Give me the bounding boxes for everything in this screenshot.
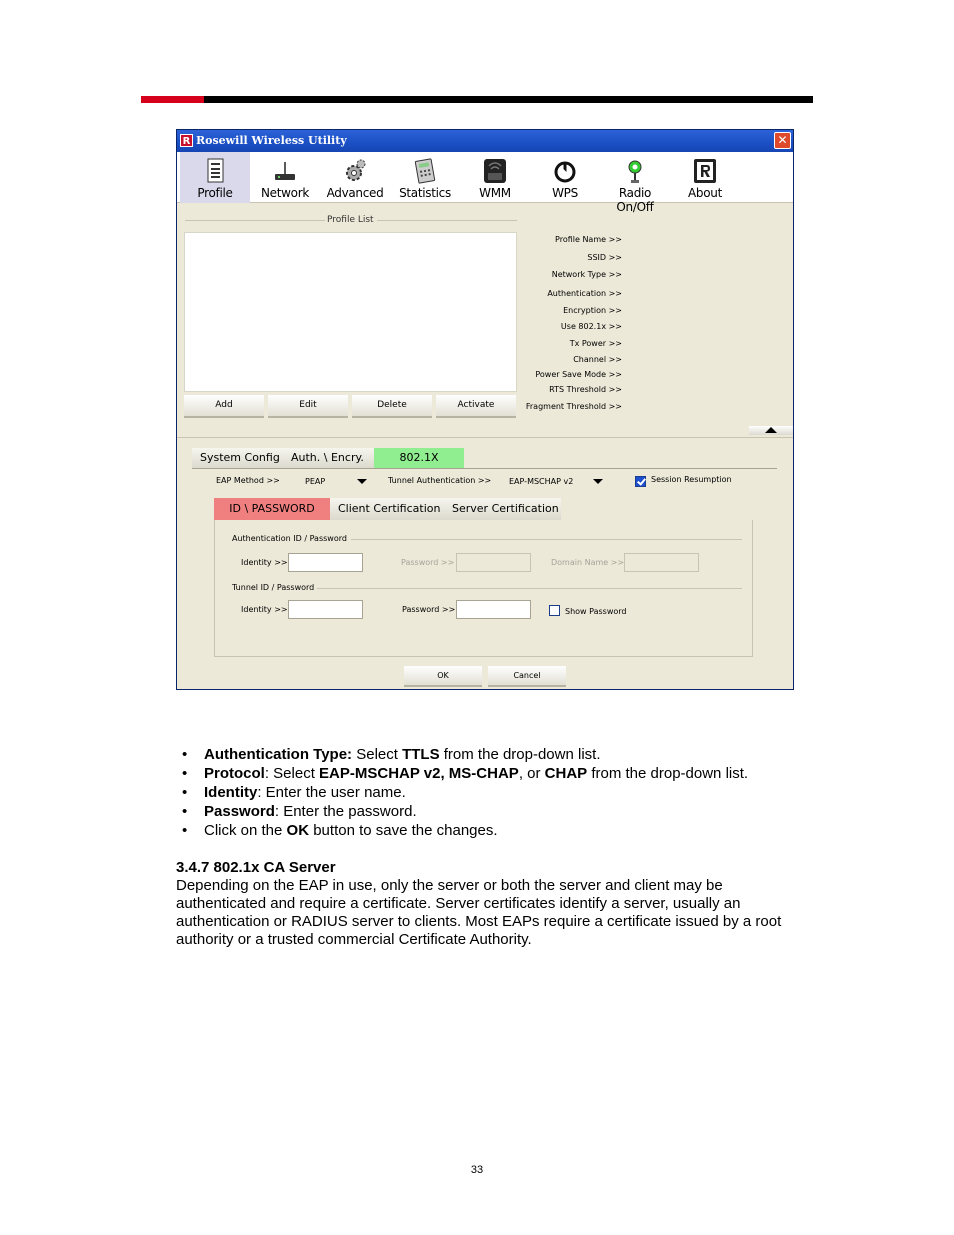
ok-button[interactable]: OK bbox=[404, 666, 482, 687]
group-divider bbox=[317, 588, 742, 589]
list-item-term: Password bbox=[204, 803, 275, 820]
tunnel-auth-label: Tunnel Authentication >> bbox=[388, 476, 492, 485]
tab-id-password[interactable]: ID \ PASSWORD bbox=[214, 498, 330, 520]
list-item: • Authentication Type: Select TTLS from the drop-down list. bbox=[182, 745, 822, 764]
window-title: Rosewill Wireless Utility bbox=[196, 134, 347, 147]
activate-button[interactable]: Activate bbox=[436, 395, 516, 418]
tunnel-password-label: Password >> bbox=[402, 605, 456, 614]
info-label: Fragment Threshold >> bbox=[525, 402, 622, 411]
tab-client-certification[interactable]: Client Certification bbox=[338, 502, 441, 515]
toolbar-advanced[interactable] bbox=[320, 152, 390, 203]
about-icon bbox=[693, 158, 717, 184]
profile-list-label: Profile List bbox=[327, 215, 374, 225]
profile-list[interactable] bbox=[184, 232, 517, 392]
auth-identity-label: Identity >> bbox=[241, 558, 288, 567]
toolbar-label: Profile bbox=[197, 186, 233, 200]
list-item-emphasis: EAP-MSCHAP v2, MS-CHAP bbox=[319, 765, 519, 782]
instruction-list bbox=[182, 745, 822, 840]
group-divider bbox=[377, 220, 517, 221]
tunnel-identity-input[interactable] bbox=[288, 600, 363, 619]
auth-password-label: Password >> bbox=[401, 558, 455, 567]
add-button[interactable]: Add bbox=[184, 395, 264, 418]
edit-button[interactable]: Edit bbox=[268, 395, 348, 418]
toolbar-statistics[interactable] bbox=[390, 152, 460, 203]
info-label: Authentication >> bbox=[547, 289, 622, 298]
info-label: Use 802.1x >> bbox=[560, 322, 622, 331]
info-label: RTS Threshold >> bbox=[549, 385, 622, 394]
profile-icon bbox=[203, 158, 227, 184]
list-item-term: Identity bbox=[204, 784, 258, 801]
page-number: 33 bbox=[470, 1164, 484, 1176]
toolbar-wps[interactable] bbox=[530, 152, 600, 203]
toolbar-label: WPS bbox=[552, 186, 578, 200]
title-bar[interactable] bbox=[177, 130, 793, 152]
eap-method-select[interactable]: PEAP bbox=[305, 477, 326, 486]
domain-name-label: Domain Name >> bbox=[551, 558, 625, 567]
toolbar-about[interactable] bbox=[670, 152, 740, 203]
statistics-icon bbox=[413, 158, 437, 184]
list-item: • Click on the OK button to save the changes. bbox=[182, 821, 822, 840]
divider bbox=[177, 437, 793, 438]
credential-tabs bbox=[214, 498, 561, 520]
tab-underline bbox=[192, 468, 777, 469]
list-item: • Password: Enter the password. bbox=[182, 802, 822, 821]
auth-identity-input[interactable] bbox=[288, 553, 363, 572]
config-tabs bbox=[192, 448, 777, 469]
auth-password-input[interactable] bbox=[456, 553, 531, 572]
list-item-emphasis: OK bbox=[286, 822, 310, 839]
header-rule bbox=[141, 96, 813, 103]
chevron-down-icon[interactable] bbox=[357, 479, 367, 484]
section-heading: 3.4.7 802.1x CA Server bbox=[176, 859, 336, 876]
advanced-icon bbox=[343, 158, 367, 184]
tab-auth-encry[interactable]: Auth. \ Encry. bbox=[291, 451, 364, 464]
tab-server-certification[interactable]: Server Certification bbox=[452, 502, 559, 515]
toolbar-label: Statistics bbox=[399, 186, 451, 200]
utility-window bbox=[176, 129, 794, 690]
session-resumption-label: Session Resumption bbox=[651, 475, 732, 484]
info-label: Channel >> bbox=[573, 355, 622, 364]
toolbar bbox=[177, 152, 793, 214]
toolbar-network[interactable] bbox=[250, 152, 320, 203]
info-label: Encryption >> bbox=[563, 306, 622, 315]
close-icon[interactable]: ✕ bbox=[774, 132, 791, 149]
show-password-label: Show Password bbox=[565, 607, 627, 616]
section-body: Depending on the EAP in use, only the server or both the server and client may be authenticated and require a certificate. Server certificates identify a server, usually an authentication or RADIUS server to clients. Most EAPs require a certificate issued by a root authority or a trusted commercial Certificate Authority. bbox=[176, 877, 782, 948]
show-password-checkbox[interactable] bbox=[549, 605, 560, 616]
tunnel-password-input[interactable] bbox=[456, 600, 531, 619]
header-rule-accent bbox=[141, 96, 204, 103]
info-label: SSID >> bbox=[587, 253, 622, 262]
tab-system-config[interactable]: System Config bbox=[200, 451, 280, 464]
chevron-up-icon bbox=[765, 427, 777, 433]
toolbar-label: WMM bbox=[479, 186, 511, 200]
list-item-emphasis: TTLS bbox=[402, 746, 440, 763]
tab-8021x[interactable]: 802.1X bbox=[374, 448, 464, 468]
toolbar-label: Radio On/Off bbox=[616, 186, 654, 214]
list-item-term: Protocol bbox=[204, 765, 265, 782]
network-icon bbox=[273, 158, 297, 184]
delete-button[interactable]: Delete bbox=[352, 395, 432, 418]
wmm-icon bbox=[483, 158, 507, 184]
chevron-down-icon[interactable] bbox=[593, 479, 603, 484]
toolbar-label: Advanced bbox=[326, 186, 384, 200]
auth-group-title: Authentication ID / Password bbox=[232, 534, 347, 543]
session-resumption-checkbox[interactable] bbox=[635, 476, 646, 487]
wps-icon bbox=[553, 158, 577, 184]
app-logo-icon: R bbox=[180, 134, 193, 147]
tunnel-identity-label: Identity >> bbox=[241, 605, 288, 614]
info-label: Tx Power >> bbox=[569, 339, 622, 348]
group-divider bbox=[351, 539, 742, 540]
tunnel-group-title: Tunnel ID / Password bbox=[232, 583, 315, 592]
radio-icon bbox=[623, 158, 647, 184]
toolbar-label: Network bbox=[260, 186, 309, 200]
tunnel-auth-select[interactable]: EAP-MSCHAP v2 bbox=[509, 477, 574, 486]
list-item-term: Authentication Type: bbox=[204, 746, 353, 763]
eap-method-label: EAP Method >> bbox=[216, 476, 280, 485]
toolbar-radio[interactable] bbox=[600, 152, 670, 214]
toolbar-profile[interactable] bbox=[180, 152, 250, 203]
domain-name-input[interactable] bbox=[624, 553, 699, 572]
list-item: • Identity: Enter the user name. bbox=[182, 783, 822, 802]
group-divider bbox=[185, 220, 325, 221]
list-item-emphasis: CHAP bbox=[544, 765, 588, 782]
collapse-button[interactable] bbox=[749, 426, 793, 435]
info-label: Power Save Mode >> bbox=[535, 370, 622, 379]
cancel-button[interactable]: Cancel bbox=[488, 666, 566, 687]
toolbar-wmm[interactable] bbox=[460, 152, 530, 203]
toolbar-label: About bbox=[688, 186, 722, 200]
info-label: Network Type >> bbox=[551, 270, 622, 279]
list-item: • Protocol: Select EAP-MSCHAP v2, MS-CHAP, or CHAP from the drop-down list. bbox=[182, 764, 822, 783]
info-label: Profile Name >> bbox=[555, 235, 622, 244]
